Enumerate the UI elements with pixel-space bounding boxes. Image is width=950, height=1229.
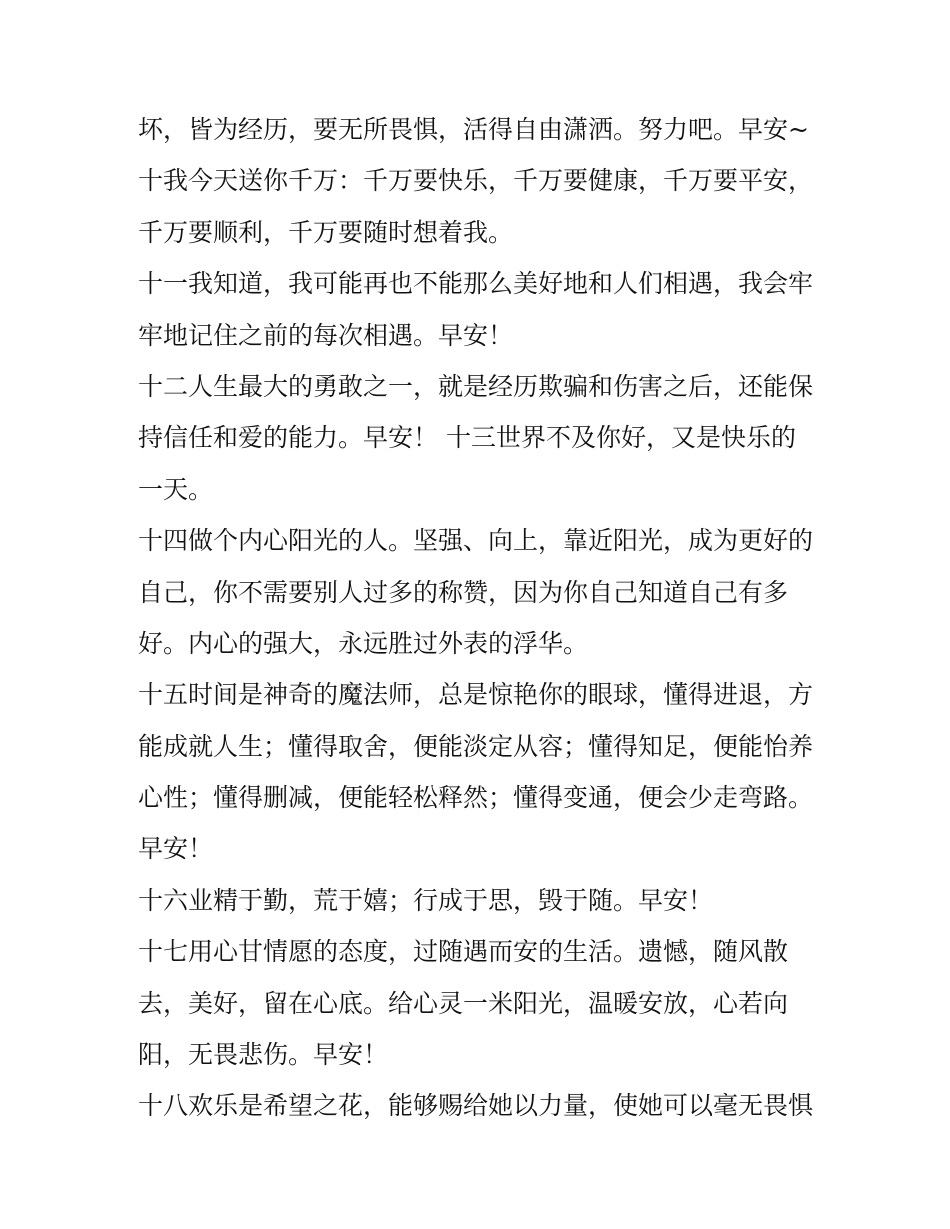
- text-line: 一天。: [138, 474, 214, 504]
- text-line: 十一我知道，我可能再也不能那么美好地和人们相遇，我会牢: [138, 269, 814, 299]
- text-line: 早安！: [138, 834, 214, 864]
- text-line: 心性；懂得删减，便能轻松释然；懂得变通，便会少走弯路。: [138, 783, 814, 813]
- text-line: 十八欢乐是希望之花，能够赐给她以力量，使她可以毫无畏惧: [138, 1091, 814, 1121]
- text-line: 自己，你不需要别人过多的称赞，因为你自己知道自己有多: [138, 577, 789, 607]
- text-line: 十我今天送你千万：千万要快乐，千万要健康，千万要平安，: [138, 166, 814, 196]
- text-line: 阳，无畏悲伤。早安！: [138, 1040, 389, 1070]
- text-line: 十四做个内心阳光的人。坚强、向上，靠近阳光，成为更好的: [138, 526, 814, 556]
- text-line: 十二人生最大的勇敢之一，就是经历欺骗和伤害之后，还能保: [138, 371, 814, 401]
- text-line: 十七用心甘情愿的态度，过随遇而安的生活。遗憾，随风散: [138, 937, 789, 967]
- text-line: 好。内心的强大，永远胜过外表的浮华。: [138, 628, 589, 658]
- text-line: 能成就人生；懂得取舍，便能淡定从容；懂得知足，便能怡养: [138, 731, 814, 761]
- text-line: 十五时间是神奇的魔法师，总是惊艳你的眼球，懂得进退，方: [138, 680, 814, 710]
- text-line: 坏，皆为经历，要无所畏惧，活得自由潇洒。努力吧。早安~: [138, 115, 809, 144]
- text-line: 千万要顺利，千万要随时想着我。: [138, 217, 514, 247]
- body-text: [138, 104, 838, 1132]
- text-line: 持信任和爱的能力。早安！ 十三世界不及你好，又是快乐的: [138, 423, 796, 453]
- text-line: 牢地记住之前的每次相遇。早安！: [138, 320, 514, 350]
- text-line: 十六业精于勤，荒于嬉；行成于思，毁于随。早安！: [138, 885, 714, 915]
- text-line: 去，美好，留在心底。给心灵一米阳光，温暖安放，心若向: [138, 988, 789, 1018]
